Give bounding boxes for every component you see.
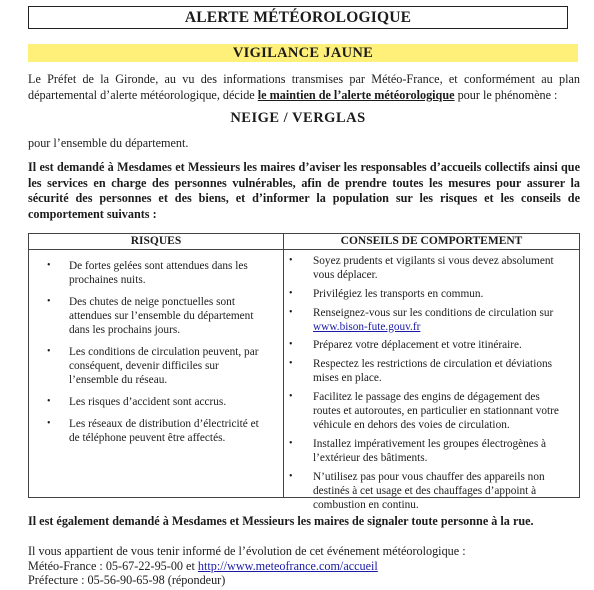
bullet-icon: • bbox=[289, 470, 293, 482]
meteofrance-phone: Météo-France : 05-67-22-95-00 et bbox=[28, 558, 198, 573]
footer-meteofrance-line bbox=[28, 559, 588, 574]
bullet-icon: • bbox=[289, 287, 293, 299]
advice-item-text: Soyez prudents et vigilants si vous devez absolument vous déplacer. bbox=[313, 255, 554, 281]
bison-fute-link[interactable]: www.bison-fute.gouv.fr bbox=[313, 320, 421, 333]
risk-item-text: Les réseaux de distribution d’électricité et de téléphone peuvent être affectés. bbox=[69, 418, 259, 444]
footer-info-line: Il vous appartient de vous tenir informé de l’évolution de cet événement météorologique : bbox=[28, 544, 466, 558]
bullet-icon: • bbox=[289, 437, 293, 449]
risk-item-text: Les conditions de circulation peuvent, par conséquent, devenir difficiles sur l’ensemble du réseau. bbox=[69, 346, 259, 386]
advice-item bbox=[289, 390, 565, 432]
advice-item bbox=[289, 287, 565, 301]
bullet-icon: • bbox=[289, 358, 293, 370]
meteofrance-link[interactable]: http://www.meteofrance.com/accueil bbox=[197, 558, 378, 573]
document-title: ALERTE MÉTÉOROLOGIQUE bbox=[28, 6, 568, 29]
risk-item bbox=[47, 395, 265, 409]
advice-item bbox=[289, 338, 565, 352]
bullet-icon: • bbox=[289, 255, 293, 266]
bullet-icon: • bbox=[47, 396, 51, 407]
bullet-icon: • bbox=[289, 390, 293, 402]
intro-emphasis: le maintien de l’alerte météorologique bbox=[257, 87, 455, 102]
advice-item bbox=[289, 470, 565, 512]
advice-header: CONSEILS DE COMPORTEMENT bbox=[340, 235, 523, 247]
risks-list bbox=[47, 259, 265, 453]
risk-item-text: Des chutes de neige ponctuelles sont attendues sur l’ensemble du département dans les prochains jours. bbox=[69, 296, 254, 336]
advice-item bbox=[289, 254, 565, 282]
advice-item-text: Préparez votre déplacement et votre itinéraire. bbox=[313, 339, 522, 352]
homeless-signal-request: Il est également demandé à Mesdames et Messieurs les maires de signaler toute personne à la rue. bbox=[28, 514, 534, 528]
advice-item-text: Installez impérativement les groupes électrogènes à l’extérieur des bâtiments. bbox=[313, 437, 547, 464]
advice-item-text: Facilitez le passage des engins de dégagement des routes et autoroutes, en particulier en stationnant votre véhicule en dehors des voies de circulation. bbox=[313, 390, 559, 431]
advice-item-text: Respectez les restrictions de circulation et déviations mises en place. bbox=[313, 358, 553, 385]
advice-item-text: Renseignez-vous sur les conditions de circulation sur bbox=[313, 306, 554, 319]
risk-item bbox=[47, 417, 265, 445]
vigilance-level-banner: VIGILANCE JAUNE bbox=[28, 44, 578, 62]
bullet-icon: • bbox=[47, 346, 51, 357]
risks-advice-table bbox=[28, 233, 580, 511]
risk-item bbox=[47, 295, 265, 337]
intro-paragraph bbox=[28, 72, 580, 103]
risks-header: RISQUES bbox=[130, 235, 182, 247]
header-divider bbox=[29, 249, 579, 250]
scope-text: pour l’ensemble du département. bbox=[28, 136, 189, 150]
phenomenon-heading: NEIGE / VERGLAS bbox=[230, 110, 366, 126]
advice-item bbox=[289, 437, 565, 465]
bullet-icon: • bbox=[47, 418, 51, 429]
risk-item-text: Les risques d’accident sont accrus. bbox=[69, 396, 227, 408]
advice-item bbox=[289, 306, 565, 334]
advice-item-text: N’utilisez pas pour vous chauffer des appareils non destinés à cet usage et des chauffages d’appoint à combustion en continu. bbox=[313, 470, 545, 511]
risk-item bbox=[47, 345, 265, 387]
risk-item bbox=[47, 259, 265, 287]
advice-list bbox=[289, 254, 565, 516]
bullet-icon: • bbox=[289, 339, 293, 351]
footer-prefecture-line: Préfecture : 05-56-90-65-98 (répondeur) bbox=[28, 573, 226, 587]
advice-item-text: Privilégiez les transports en commun. bbox=[313, 287, 484, 300]
bullet-icon: • bbox=[289, 306, 293, 318]
intro-text-before: Le Préfet de la Gironde, au vu des informations transmises par Météo-France, et conformément au plan départemental d’alerte météorologique, décide bbox=[28, 72, 580, 102]
bullet-icon: • bbox=[47, 260, 51, 271]
contact-footer bbox=[28, 544, 588, 588]
bullet-icon: • bbox=[47, 296, 51, 307]
risk-item-text: De fortes gelées sont attendues dans les prochaines nuits. bbox=[69, 260, 248, 286]
demand-paragraph: Il est demandé à Mesdames et Messieurs les maires d’aviser les responsables d’accueils collectifs ainsi que les services en charge des personnes vulnérables, afin de prendre toutes les mesures pour assurer la sécurité des personnes et des biens, et d’informer la population sur les risques et les conseils de comportement suivants : bbox=[28, 160, 580, 221]
intro-text-after: pour le phénomène : bbox=[454, 87, 558, 102]
column-divider bbox=[283, 234, 284, 497]
advice-item bbox=[289, 357, 565, 385]
